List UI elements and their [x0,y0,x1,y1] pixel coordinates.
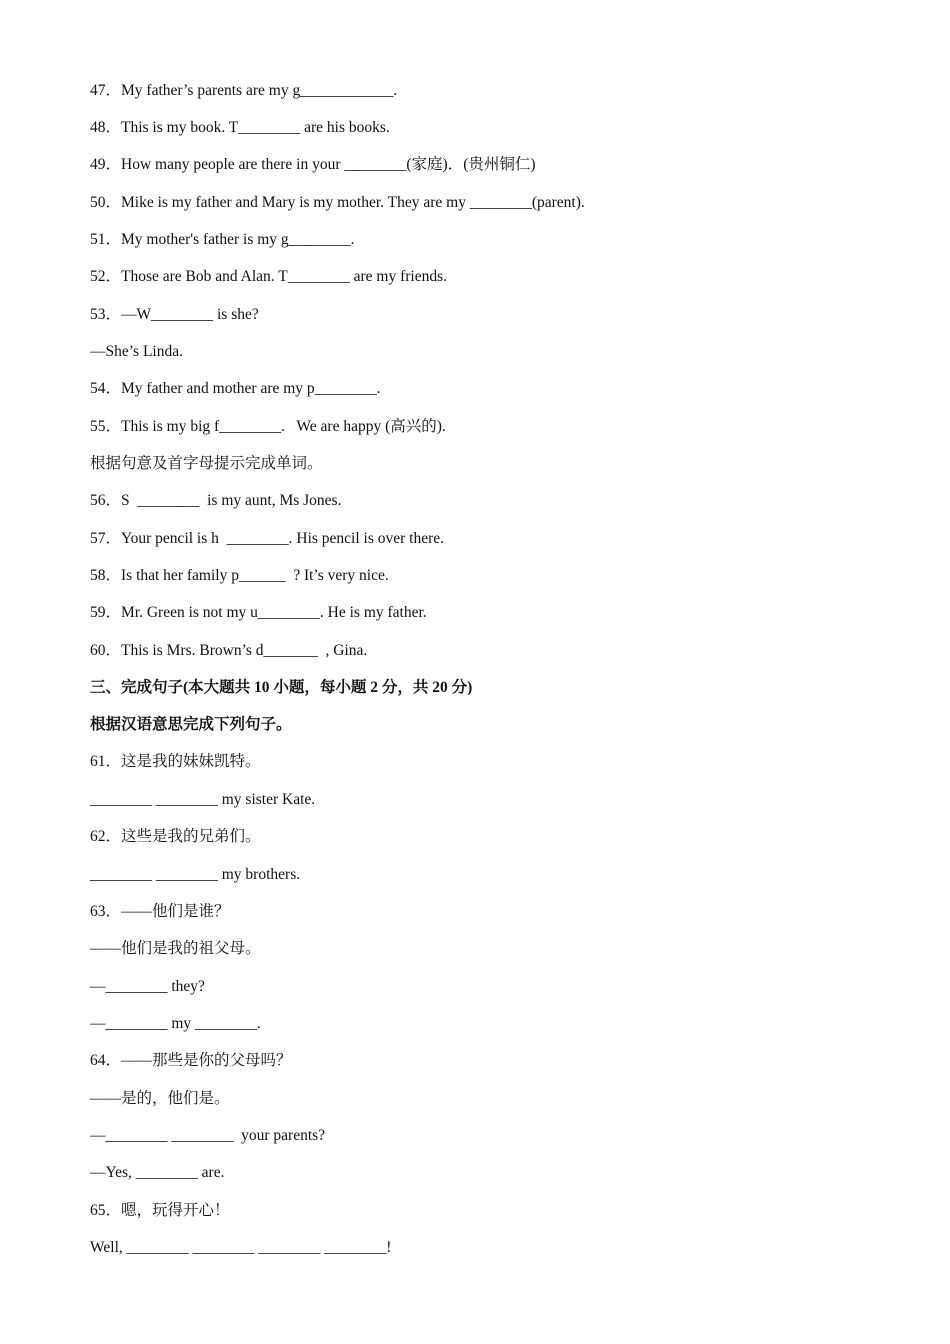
question-63: 63．——他们是谁？ [90,903,230,920]
question-58: 58．Is that her family p______ ? It’s very nice. [90,567,389,584]
instruction-translate: 根据汉语意思完成下列句子。 [90,716,292,733]
question-62: 62．这些是我的兄弟们。 [90,828,261,845]
question-63-blank-q: —________ they? [90,978,205,995]
question-61: 61．这是我的妹妹凯特。 [90,753,261,770]
question-49: 49．How many people are there in your ________(家庭)．(贵州铜仁) [90,156,536,173]
question-57: 57．Your pencil is h ________. His pencil is over there. [90,530,445,547]
question-64-blank-q: —________ ________ your parents? [90,1127,326,1144]
question-52: 52．Those are Bob and Alan. T________ are my friends. [90,268,447,285]
question-53: 53．—W________ is she? [90,306,259,323]
question-50: 50．Mike is my father and Mary is my mother. They are my ________(parent). [90,194,585,211]
question-48: 48．This is my book. T________ are his books. [90,119,390,136]
question-55: 55．This is my big f________. We are happy (高兴的). [90,418,446,435]
section-3-heading: 三、完成句子(本大题共 10 小题，每小题 2 分，共 20 分) [90,679,473,696]
question-64-blank-a: —Yes, ________ are. [90,1164,225,1181]
instruction-first-letter: 根据句意及首字母提示完成单词。 [90,455,323,472]
question-63-answer-cn: ——他们是我的祖父母。 [90,940,261,957]
question-60: 60．This is Mrs. Brown’s d_______ , Gina. [90,642,368,659]
question-59: 59．Mr. Green is not my u________. He is my father. [90,604,427,621]
question-51: 51．My mother's father is my g________. [90,231,355,248]
question-63-blank-a: —________ my ________. [90,1015,261,1032]
question-56: 56．S ________ is my aunt, Ms Jones. [90,492,342,509]
question-65: 65．嗯，玩得开心！ [90,1202,230,1219]
question-47: 47．My father’s parents are my g____________. [90,82,398,99]
question-54: 54．My father and mother are my p________. [90,380,381,397]
question-64-answer-cn: ——是的，他们是。 [90,1090,230,1107]
question-64: 64．——那些是你的父母吗？ [90,1052,292,1069]
question-53-answer: —She’s Linda. [90,343,183,360]
question-62-blank: ________ ________ my brothers. [90,866,301,883]
question-65-blank: Well, ________ ________ ________ ________! [90,1239,392,1256]
question-61-blank: ________ ________ my sister Kate. [90,791,316,808]
